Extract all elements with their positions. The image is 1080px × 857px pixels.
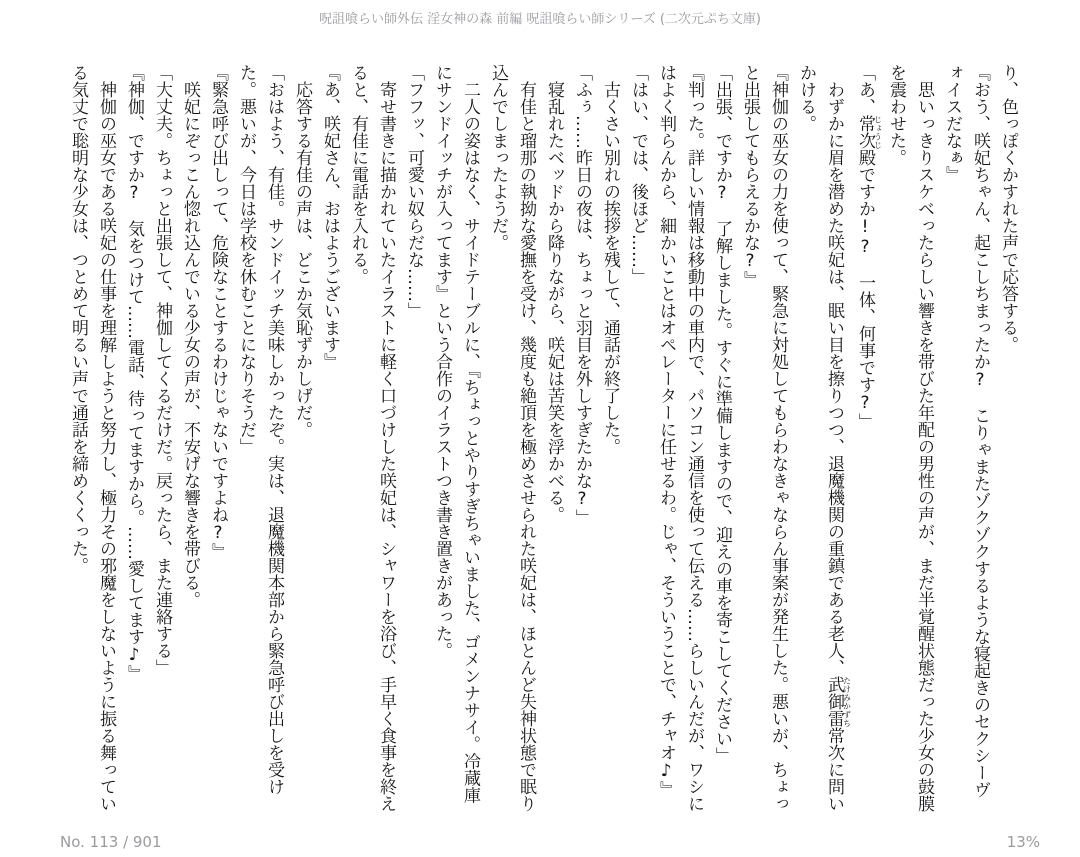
upright-punctuation: ? — [208, 523, 228, 543]
paragraph: 『神伽の巫女の力を使って、緊急に対処してもらわなきゃならん事案が発生した。悪いが、ちょっと出張してもらえるかな?』 — [740, 64, 788, 812]
paragraph: 神伽の巫女である咲妃の仕事を理解しようと努力し、極力その邪魔をしないように振る舞っている気丈で聡明な少女は、つとめて明るい声で通話を締めくくった。 — [68, 64, 116, 812]
page-text[interactable] — [64, 64, 1022, 814]
upright-punctuation: ? — [572, 489, 592, 509]
paragraph: 二人の姿はなく、サイドテーブルに、『ちょっとやりすぎちゃいました、ゴメンナサイ。冷蔵庫にサンドイッチが入ってます』という合作のイラストつき書き置きがあった。 — [432, 64, 480, 804]
book-title-header: 呪詛喰らい師外伝 淫女神の森 前編 呪詛喰らい師シリーズ (二次元ぷち文庫) — [318, 12, 762, 27]
paragraph: 応答する有佳の声は、どこか気恥ずかしげだ。 — [292, 81, 312, 438]
upright-punctuation: ? — [740, 251, 760, 271]
paragraph: 「はい、では、後ほど……」 — [628, 64, 648, 285]
paragraph: 「大丈夫。ちょっと出張して、神伽してくるだけだ。戻ったら、また連絡する」 — [152, 64, 172, 676]
paragraph: 『神伽、ですか? 気をつけて……電話、待ってますから。……愛してます♪』 — [124, 64, 144, 682]
paragraph: 寝乱れたベッドから降りながら、咲妃は苦笑を浮かべる。 — [544, 81, 564, 523]
paragraph: 有佳と瑠那の執拗な愛撫を受け、幾度も絶頂を極めさせられた咲妃は、ほとんど失神状態で眠り込んでしまったようだ。 — [488, 64, 536, 812]
upright-punctuation: ? — [855, 393, 875, 413]
paragraph: 「おはよう、有佳。サンドイッチ美味しかったぞ。実は、退魔機関本部から緊急呼び出しを受けた。悪いが、今日は学校を休むことになりそうだ」 — [236, 64, 284, 795]
paragraph: 『おう、咲妃ちゃん、起こしちまったか? こりゃまたゾクゾクするような寝起きのセクシーヴォイスだなぁ』 — [942, 64, 990, 798]
furigana-annotated-word: 武御雷たけみかずち — [824, 676, 852, 727]
paragraph: 『あ、咲妃さん、おはようございます』 — [320, 64, 340, 370]
paragraph: 咲妃にぞっこん惚れ込んでいる少女の声が、不安げな響きを帯びる。 — [180, 81, 200, 608]
paragraph: わずかに眉を潜めた咲妃は、眠い目を擦りつつ、退魔機関の重鎮である老人、武御雷たけみかずち常次に問いかける。 — [796, 64, 852, 812]
paragraph: 『緊急呼び出しって、危険なことするわけじゃないですよね?』 — [208, 64, 228, 560]
paragraph: 思いっきりスケベったらしい響きを帯びた年配の男性の声が、まだ半覚醒状態だった少女の鼓膜を震わせた。 — [886, 64, 934, 812]
upright-punctuation: !? — [855, 217, 875, 257]
upright-punctuation: ? — [970, 370, 990, 390]
paragraph: 「あ、常次じょうじ殿ですか!? 一体、何事です?」 — [855, 64, 883, 430]
paragraph: り、色っぽくかすれた声で応答する。 — [998, 64, 1018, 353]
paragraph: 「フフッ、可愛い奴らだな……」 — [404, 64, 424, 319]
paragraph: 古くさい別れの挨拶を残して、通話が終了した。 — [600, 81, 620, 455]
paragraph: 「ふぅ……昨日の夜は、ちょっと羽目を外しすぎたかな?」 — [572, 64, 592, 526]
paragraph: 『判った。詳しい情報は移動中の車内で、パソコン通信を使って伝える……らしいんだが、ワシにはよく判らんから、細かいことはオペレーターに任せるわ。じゃ、そういうことで、チャオ♪』 — [656, 64, 704, 812]
paragraph: 「出張、ですか? 了解しました。すぐに準備しますので、迎えの車を寄こしてください」 — [712, 64, 732, 764]
reading-location: No. 113 / 901 — [60, 833, 162, 851]
upright-punctuation: ? — [124, 183, 144, 203]
paragraph: 寄せ書きに描かれていたイラストに軽く口づけした咲妃は、シャワーを浴び、手早く食事を終えると、有佳に電話を入れる。 — [348, 64, 396, 812]
upright-punctuation: ? — [712, 183, 732, 203]
reading-progress: 13% — [1006, 833, 1040, 851]
furigana-annotated-word: 常次じょうじ — [855, 115, 883, 149]
